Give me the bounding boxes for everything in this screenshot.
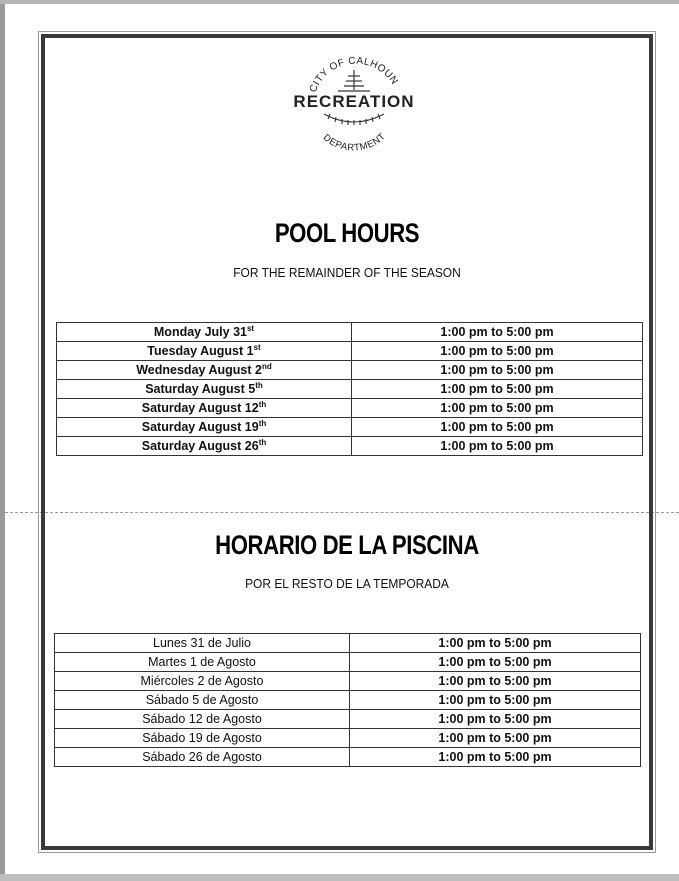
hours-cell: 1:00 pm to 5:00 pm: [350, 653, 641, 672]
hours-cell: 1:00 pm to 5:00 pm: [352, 437, 643, 456]
tree-icon: [338, 70, 370, 91]
spanish-title: HORARIO DE LA PISCINA: [215, 530, 479, 560]
english-hours-table: [56, 322, 643, 456]
table-row: [55, 634, 641, 653]
table-row: [57, 399, 643, 418]
day-cell: Tuesday August 1st: [57, 342, 352, 361]
english-title: POOL HOURS: [274, 218, 420, 248]
hours-cell: 1:00 pm to 5:00 pm: [352, 323, 643, 342]
hours-cell: 1:00 pm to 5:00 pm: [350, 748, 641, 767]
hours-cell: 1:00 pm to 5:00 pm: [352, 399, 643, 418]
hours-cell: 1:00 pm to 5:00 pm: [352, 418, 643, 437]
day-cell: Sábado 26 de Agosto: [55, 748, 350, 767]
spanish-hours-table: [54, 633, 641, 767]
day-cell: Sábado 12 de Agosto: [55, 710, 350, 729]
page-edge-top: [0, 0, 679, 4]
hours-cell: 1:00 pm to 5:00 pm: [350, 729, 641, 748]
table-row: [55, 691, 641, 710]
day-cell: Saturday August 5th: [57, 380, 352, 399]
spanish-subtitle: POR EL RESTO DE LA TEMPORADA: [245, 576, 449, 591]
table-row: [57, 342, 643, 361]
logo-arc-top-text: CITY OF CALHOUN: [307, 55, 400, 94]
english-subtitle: FOR THE REMAINDER OF THE SEASON: [233, 265, 461, 280]
table-row: [57, 418, 643, 437]
day-cell: Saturday August 12th: [57, 399, 352, 418]
hours-cell: 1:00 pm to 5:00 pm: [350, 672, 641, 691]
logo-word: RECREATION: [293, 92, 415, 111]
hours-cell: 1:00 pm to 5:00 pm: [352, 342, 643, 361]
table-row: [55, 710, 641, 729]
table-row: [57, 361, 643, 380]
day-cell: Sábado 19 de Agosto: [55, 729, 350, 748]
page-edge-bottom: [0, 874, 679, 881]
hours-cell: 1:00 pm to 5:00 pm: [350, 634, 641, 653]
table-row: [55, 748, 641, 767]
hours-cell: 1:00 pm to 5:00 pm: [352, 380, 643, 399]
recreation-department-logo: [278, 50, 430, 160]
page-edge-left: [0, 0, 5, 881]
table-row: [55, 653, 641, 672]
svg-text:DEPARTMENT: [321, 131, 388, 154]
baseball-seam-icon: [324, 114, 384, 125]
day-cell: Wednesday August 2nd: [57, 361, 352, 380]
table-row: [55, 672, 641, 691]
day-cell: Martes 1 de Agosto: [55, 653, 350, 672]
day-cell: Saturday August 19th: [57, 418, 352, 437]
day-cell: Lunes 31 de Julio: [55, 634, 350, 653]
table-row: [57, 323, 643, 342]
hours-cell: 1:00 pm to 5:00 pm: [350, 691, 641, 710]
day-cell: Monday July 31st: [57, 323, 352, 342]
hours-cell: 1:00 pm to 5:00 pm: [352, 361, 643, 380]
day-cell: Sábado 5 de Agosto: [55, 691, 350, 710]
table-row: [57, 380, 643, 399]
day-cell: Saturday August 26th: [57, 437, 352, 456]
hours-cell: 1:00 pm to 5:00 pm: [350, 710, 641, 729]
table-row: [55, 729, 641, 748]
table-row: [57, 437, 643, 456]
day-cell: Miércoles 2 de Agosto: [55, 672, 350, 691]
logo-arc-bottom-text: DEPARTMENT: [320, 130, 389, 154]
